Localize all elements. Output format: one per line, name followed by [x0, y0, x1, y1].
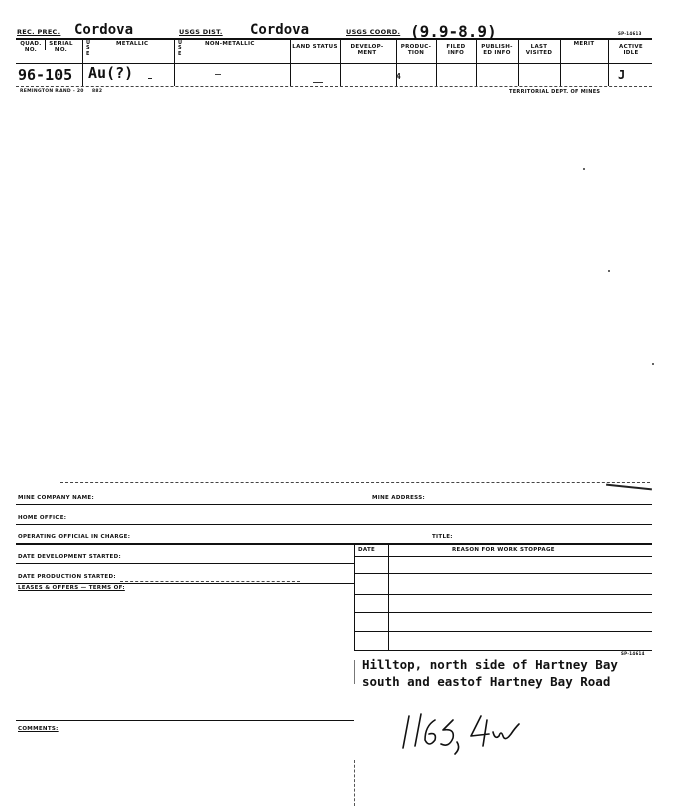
mine-address-label: MINE ADDRESS:: [372, 495, 425, 501]
development-mark: 4: [396, 72, 401, 81]
home-office-label: HOME OFFICE:: [18, 515, 67, 521]
usgs-coord-value: (9.9-8.9): [410, 22, 497, 41]
col-non-metallic: NON-METALLIC: [205, 41, 255, 47]
col-serial-no: SERIAL NO.: [49, 41, 73, 53]
department-label: TERRITORIAL DEPT. OF MINES: [509, 89, 601, 95]
mine-company-name-label: MINE COMPANY NAME:: [18, 495, 94, 501]
printer-code: 882: [92, 89, 103, 94]
col-development: DEVELOP- MENT: [350, 44, 384, 56]
col-filed-info: FILED INFO: [446, 44, 466, 56]
col-use-metallic: U S E: [86, 40, 91, 57]
date-production-started-label: DATE PRODUCTION STARTED:: [18, 574, 116, 580]
col-metallic: METALLIC: [116, 41, 149, 47]
location-line-1: Hilltop, north side of Hartney Bay: [362, 657, 618, 672]
metallic-value: Au(?): [88, 64, 134, 82]
form-code-top: SP-14613: [618, 31, 642, 36]
col-use-nonmetallic: U S E: [178, 40, 183, 57]
usgs-coord-label: USGS COORD.: [346, 28, 401, 36]
col-quad-no: QUAD. NO.: [20, 41, 42, 53]
leases-offers-label: LEASES & OFFERS — TERMS OF:: [18, 585, 125, 591]
col-active-idle: ACTIVE IDLE: [619, 44, 643, 56]
operating-official-label: OPERATING OFFICIAL IN CHARGE:: [18, 534, 131, 540]
title-label: TITLE:: [432, 534, 453, 540]
col-merit: MERIT: [573, 41, 595, 47]
date-column-label: DATE: [358, 547, 376, 553]
col-last-visited: LAST VISITED: [525, 44, 553, 56]
printer-label: REMINGTON RAND - 20: [20, 89, 84, 94]
handwritten-note: [395, 706, 535, 756]
form-code-bottom: SP-14614: [621, 651, 645, 656]
comments-label: COMMENTS:: [18, 726, 59, 732]
rec-prec-label: REC. PREC.: [17, 28, 61, 36]
col-production: PRODUC- TION: [400, 44, 432, 56]
rec-prec-value: Cordova: [74, 22, 134, 38]
usgs-dist-label: USGS DIST.: [179, 28, 223, 36]
reason-work-stoppage-label: REASON FOR WORK STOPPAGE: [452, 547, 555, 553]
col-published-info: PUBLISH- ED INFO: [481, 44, 513, 56]
location-line-2: south and eastof Hartney Bay Road: [362, 674, 611, 689]
date-development-started-label: DATE DEVELOPMENT STARTED:: [18, 554, 121, 560]
usgs-dist-value: Cordova: [250, 22, 310, 38]
quad-serial-value: 96-105: [18, 66, 73, 84]
col-land-status: LAND STATUS: [292, 44, 338, 50]
active-idle-mark: J: [618, 68, 626, 82]
